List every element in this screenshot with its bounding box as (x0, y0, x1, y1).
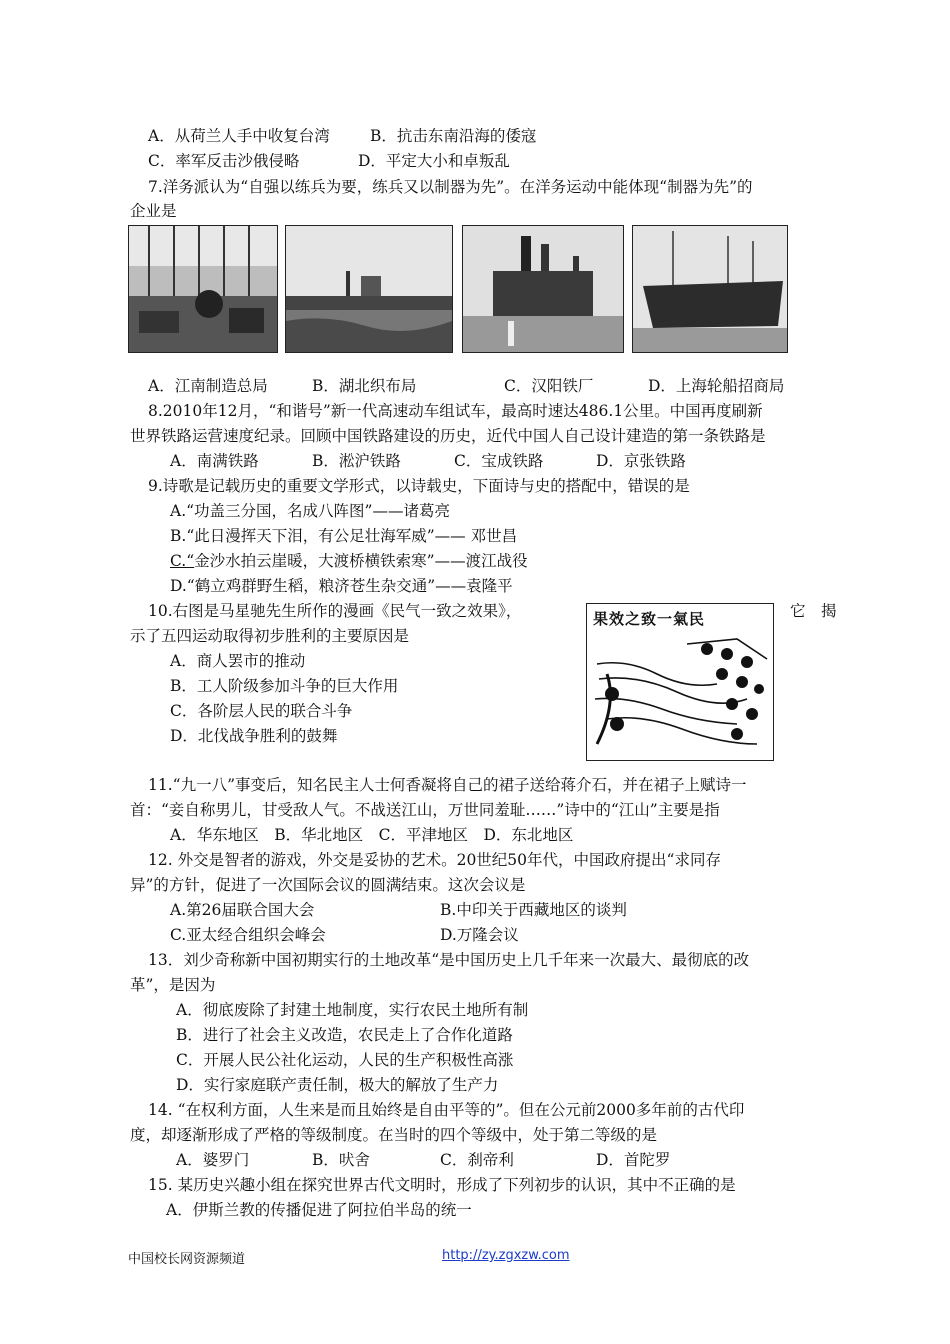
footer-source: 中国校长网资源频道 (128, 1252, 246, 1267)
photo-jiangnan-arsenal (128, 225, 278, 353)
q7-stem-line1: 7.洋务派认为“自强以练兵为要，练兵又以制器为先”。在洋务运动中能体现“制器为先”的 (148, 178, 753, 196)
q6-option-d: D．平定大小和卓叛乱 (358, 152, 510, 170)
q10-stem-line2: 示了五四运动取得初步胜利的主要原因是 (130, 627, 410, 645)
q14-stem-line2: 度，却逐渐形成了严格的等级制度。在当时的四个等级中，处于第二等级的是 (130, 1126, 658, 1144)
q10-option-d: D．北伐战争胜利的鼓舞 (170, 727, 338, 745)
q13-option-d: D．实行家庭联产责任制，极大的解放了生产力 (176, 1076, 499, 1094)
q13-stem-line1: 13．刘少奇称新中国初期实行的土地改革“是中国历史上几千年来一次最大、最彻底的改 (148, 951, 750, 969)
q13-stem-line2: 革”，是因为 (130, 976, 216, 994)
q9-option-b: B.“此日漫挥天下泪，有公足壮海军威”—— 邓世昌 (170, 527, 518, 545)
q8-option-d: D．京张铁路 (596, 452, 686, 470)
q14-option-b: B．吠舍 (312, 1151, 370, 1169)
q8-stem-line2: 世界铁路运营速度纪录。回顾中国铁路建设的历史，近代中国人自己设计建造的第一条铁路是 (130, 427, 766, 445)
q6-option-c: C．率军反击沙俄侵略 (148, 152, 300, 170)
q12-option-c: C.亚太经合组织会峰会 (170, 926, 326, 944)
q8-option-a: A．南满铁路 (170, 452, 259, 470)
q13-option-a: A．彻底废除了封建土地制度，实行农民土地所有制 (176, 1001, 529, 1019)
q9-option-c-prefix: C.“ (170, 552, 195, 570)
photo-shanghai-steamship (632, 225, 788, 353)
q12-stem-line2: 异”的方针，促进了一次国际会议的圆满结束。这次会议是 (130, 876, 526, 894)
q12-option-b: B.中印关于西藏地区的谈判 (440, 901, 627, 919)
q7-option-c: C．汉阳铁厂 (504, 377, 594, 395)
q7-stem-line2: 企业是 (130, 202, 177, 220)
q6-option-b: B．抗击东南沿海的倭寇 (370, 127, 537, 145)
q8-option-b: B．淞沪铁路 (312, 452, 401, 470)
q12-stem-line1: 12. 外交是智者的游戏，外交是妥协的艺术。20世纪50年代，中国政府提出“求同存 (148, 851, 721, 869)
q11-stem-line1: 11.“九一八”事变后，知名民主人士何香凝将自己的裙子送给蒋介石，并在裙子上赋诗一 (148, 776, 747, 794)
photo-hanyang-ironworks (462, 225, 624, 353)
q10-option-b: B．工人阶级参加斗争的巨大作用 (170, 677, 399, 695)
q7-option-a: A．江南制造总局 (148, 377, 268, 395)
q6-option-a: A．从荷兰人手中收复台湾 (148, 127, 330, 145)
cartoon-caption: 果效之致一氣民 (593, 610, 706, 628)
q10-option-a: A．商人罢市的推动 (170, 652, 306, 670)
q14-option-d: D．首陀罗 (596, 1151, 671, 1169)
q10-option-c: C．各阶层人民的联合斗争 (170, 702, 353, 720)
q15-option-a: A．伊斯兰教的传播促进了阿拉伯半岛的统一 (166, 1201, 472, 1219)
photo-hubei-textile (285, 225, 453, 353)
q11-options: A．华东地区 B．华北地区 C．平津地区 D．东北地区 (170, 826, 574, 844)
q11-stem-line2: 首：“妾自称男儿，甘受敌人气。不战送江山，万世同羞耻……”诗中的“江山”主要是指 (130, 801, 720, 819)
q14-stem-line1: 14. “在权利方面，人生来是而且始终是自由平等的”。但在公元前2000多年前的古代印 (148, 1101, 745, 1119)
q12-option-d: D.万隆会议 (440, 926, 519, 944)
q14-option-c: C．刹帝利 (440, 1151, 514, 1169)
cartoon-public-opinion (586, 603, 774, 761)
q10-stem-line1: 10.右图是马星驰先生所作的漫画《民气一致之效果》， (148, 602, 522, 620)
q8-stem-line1: 8.2010年12月，“和谐号”新一代高速动车组试车，最高时速达486.1公里。中国再度刷新 (148, 402, 763, 420)
q9-option-d: D.“鹤立鸡群野生稻，粮济苍生杂交通”——袁隆平 (170, 577, 513, 595)
q14-option-a: A．婆罗门 (176, 1151, 250, 1169)
q12-option-a: A.第26届联合国大会 (170, 901, 315, 919)
q15-stem: 15. 某历史兴趣小组在探究世界古代文明时，形成了下列初步的认识，其中不正确的是 (148, 1176, 736, 1194)
q7-option-d: D．上海轮船招商局 (648, 377, 785, 395)
q9-option-c-text: 金沙水拍云崖暖，大渡桥横铁索寒”——渡江战役 (194, 552, 528, 570)
q13-option-b: B．进行了社会主义改造，农民走上了合作化道路 (176, 1026, 513, 1044)
q10-stem-line1-tail: 它 揭 (790, 602, 837, 620)
q7-option-b: B．湖北织布局 (312, 377, 417, 395)
q9-stem: 9.诗歌是记载历史的重要文学形式，以诗载史，下面诗与史的搭配中，错误的是 (148, 477, 690, 495)
q8-option-c: C．宝成铁路 (454, 452, 544, 470)
q9-option-c (170, 551, 528, 571)
q13-option-c: C．开展人民公社化运动，人民的生产积极性高涨 (176, 1051, 514, 1069)
footer-link[interactable]: http://zy.zgxzw.com (442, 1248, 570, 1263)
q9-option-a: A.“功盖三分国，名成八阵图”——诸葛亮 (170, 502, 450, 520)
